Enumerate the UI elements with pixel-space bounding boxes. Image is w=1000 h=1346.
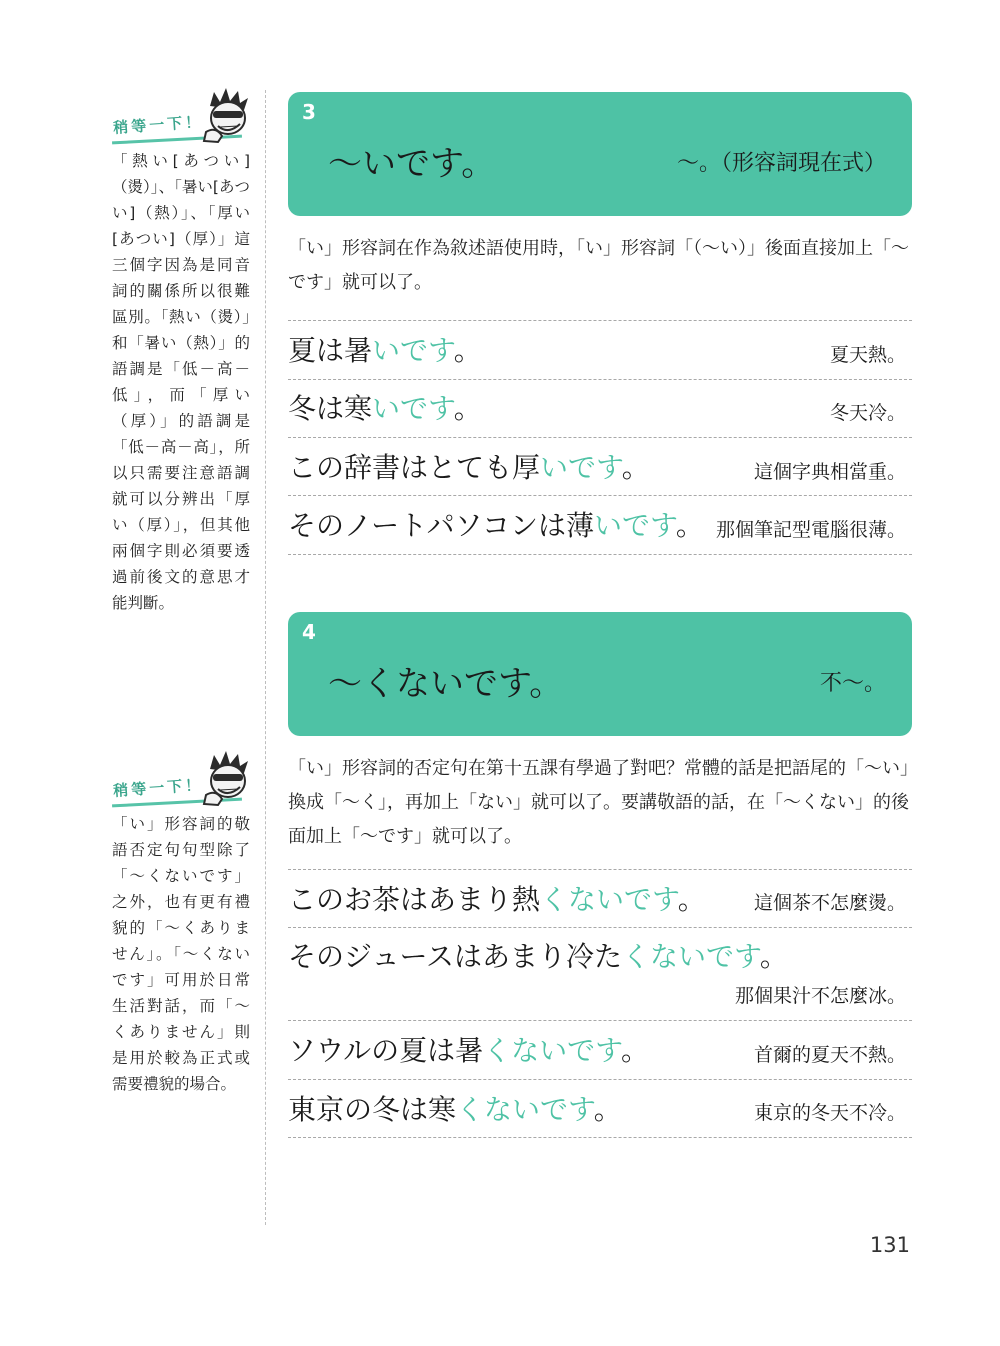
- grammar-highlight: いです: [594, 509, 676, 542]
- example-sentence: [288, 1080, 912, 1138]
- grammar-meaning: ～。（形容詞現在式）: [676, 151, 886, 176]
- sidebar-note: [112, 755, 250, 1097]
- translation: 冬天冷。: [829, 402, 906, 424]
- example-sentence: [288, 320, 912, 380]
- example-sentence: [288, 927, 912, 1021]
- japanese-sentence: 東京の冬は寒くないです。: [288, 1093, 622, 1126]
- translation: 東京的冬天不冷。: [753, 1102, 906, 1124]
- japanese-sentence: そのノートパソコンは薄いです。: [288, 509, 704, 542]
- mascot-icon: [196, 86, 256, 144]
- grammar-banner: [288, 612, 912, 736]
- example-sentence: [288, 379, 912, 438]
- grammar-pattern: ～くないです。: [328, 664, 564, 704]
- note-header: [112, 755, 250, 807]
- explanation-text: 「い」形容詞的否定句在第十五課有學過了對吧？常體的話是把語尾的「～い」換成「～く」，再加上「ない」就可以了。要講敬語的話，在「～くない」的後面加上「～です」就可以了。: [288, 758, 909, 847]
- section-number: 3: [302, 100, 316, 124]
- note-title: 稍等一下！: [112, 112, 204, 138]
- page-number: 131: [869, 1233, 910, 1257]
- translation: 首爾的夏天不熱。: [753, 1044, 906, 1066]
- grammar-highlight: くないです: [622, 940, 760, 973]
- japanese-sentence: このお茶はあまり熱くないです。: [288, 883, 706, 916]
- mascot-icon: [196, 749, 256, 807]
- grammar-highlight: いです: [372, 392, 454, 425]
- example-sentence: [288, 438, 912, 496]
- grammar-highlight: いです: [372, 334, 454, 367]
- grammar-highlight: くないです: [540, 883, 678, 916]
- japanese-sentence: この辞書はとても厚いです。: [288, 451, 650, 484]
- note-header: [112, 92, 250, 144]
- note-text: 「熱い[あつい]（燙）」、「暑い[あつい]（熱）」、「厚い[あつい]（厚）」這三個字因為是同音詞的關係所以很難區別。「熱い（燙）」和「暑い（熱）」的語調是「低－高－低」，而「厚い（厚）」的語調是「低－高－高」，所以只需要注意語調就可以分辨出「厚い（厚）」，但其他兩個字則必須要透過前後文的意思才能判斷。: [112, 152, 250, 612]
- grammar-highlight: くないです: [456, 1093, 594, 1126]
- translation: 夏天熱。: [829, 344, 906, 366]
- japanese-sentence: そのジュースはあまり冷たくないです。: [288, 940, 788, 973]
- explanation-text: 「い」形容詞在作為敘述語使用時，「い」形容詞「（～い）」後面直接加上「～です」就可以了。: [288, 238, 909, 293]
- translation: 那個筆記型電腦很薄。: [715, 519, 906, 541]
- translation: 那個果汁不怎麼冰。: [734, 985, 906, 1007]
- note-title: 稍等一下！: [112, 775, 204, 801]
- sidebar-note: [112, 92, 250, 616]
- grammar-pattern: ～いです。: [328, 144, 496, 184]
- japanese-sentence: 夏は暑いです。: [288, 334, 482, 367]
- section-number: 4: [302, 620, 316, 644]
- translation: 這個字典相當重。: [753, 461, 906, 483]
- grammar-highlight: くないです: [483, 1034, 621, 1067]
- translation: 這個茶不怎麼燙。: [753, 892, 906, 914]
- japanese-sentence: 冬は寒いです。: [288, 392, 482, 425]
- example-sentence: [288, 869, 912, 928]
- example-sentence: [288, 1021, 912, 1080]
- grammar-highlight: いです: [540, 451, 622, 484]
- example-sentence: [288, 496, 912, 555]
- grammar-meaning: 不～。: [819, 671, 886, 696]
- sidebar-divider: [265, 90, 266, 1225]
- japanese-sentence: ソウルの夏は暑くないです。: [288, 1034, 649, 1067]
- note-text: 「い」形容詞的敬語否定句句型除了「～くないです」之外，也有更有禮貌的「～くありません」。「～くないです」可用於日常生活對話，而「～くありません」則是用於較為正式或需要禮貌的場合。: [112, 815, 250, 1093]
- grammar-banner: [288, 92, 912, 216]
